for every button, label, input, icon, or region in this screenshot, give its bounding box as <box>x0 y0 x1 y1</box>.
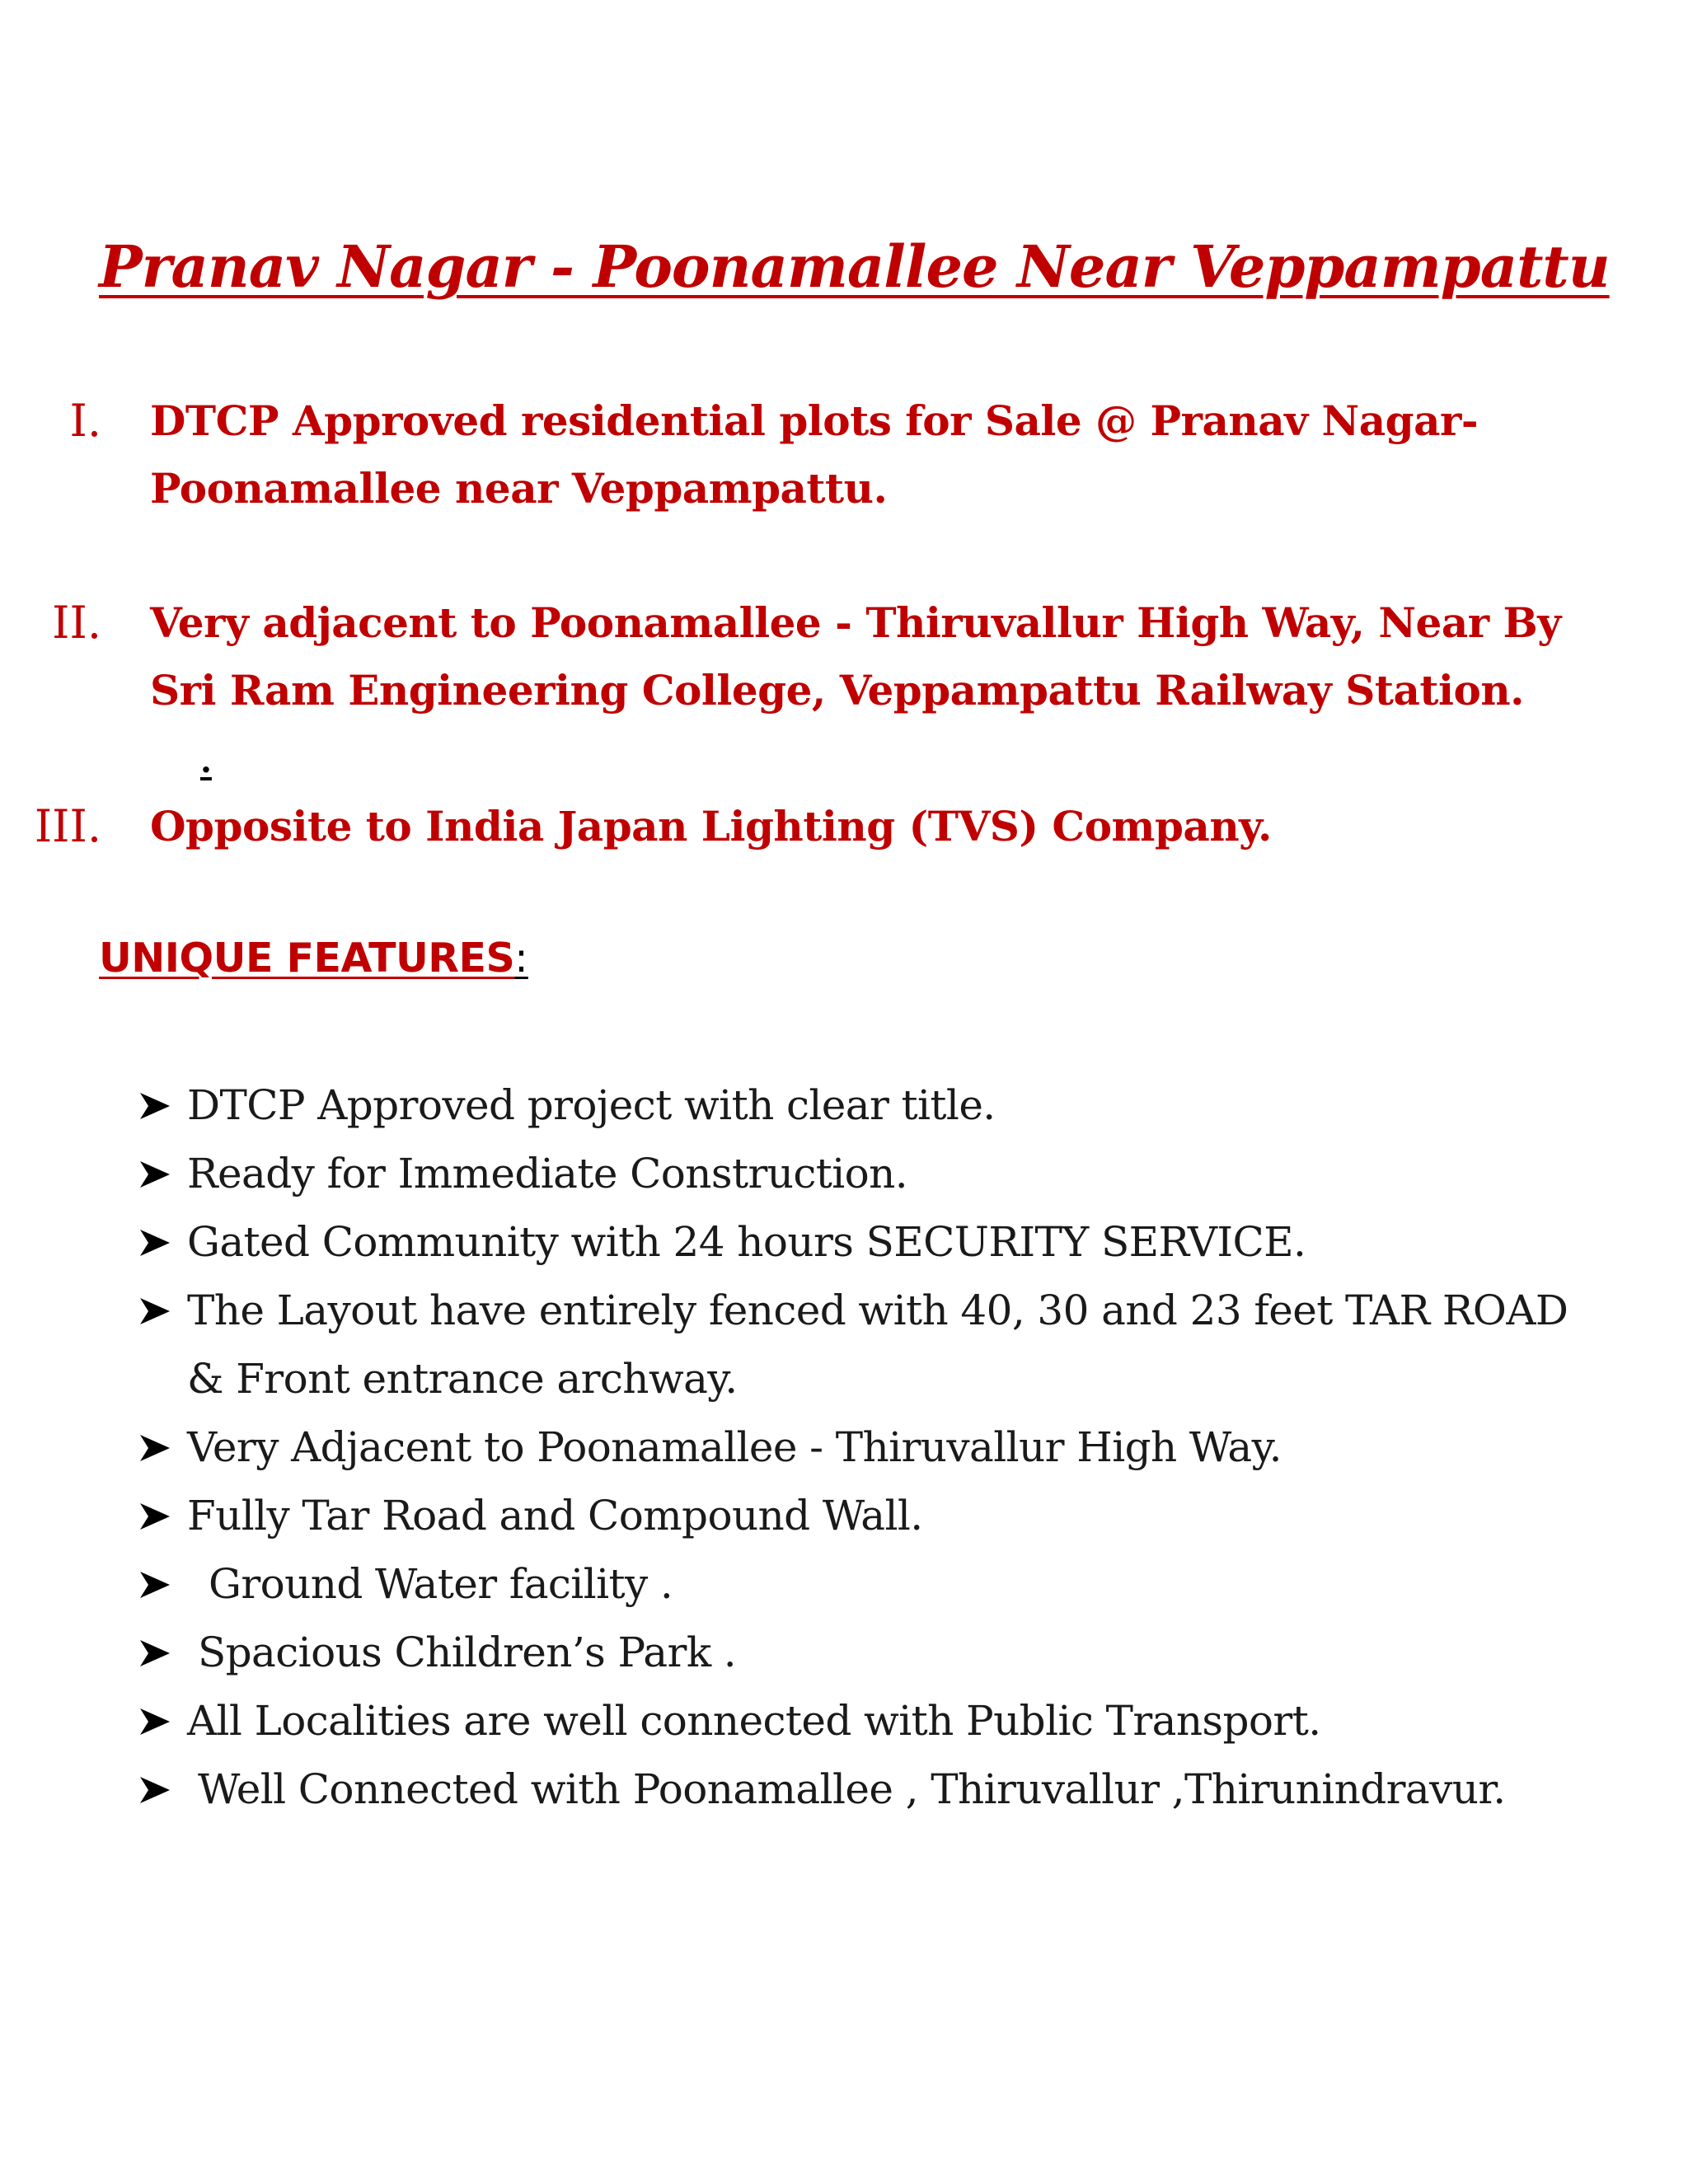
highlight-line: Opposite to India Japan Lighting (TVS) Company. <box>150 802 1272 851</box>
feature-text <box>209 1550 1639 1619</box>
highlight-numeral: III. <box>34 800 101 852</box>
features-heading-label: UNIQUE FEATURES <box>99 935 515 982</box>
feature-item <box>138 1140 1639 1208</box>
arrow-bullet-icon <box>138 1090 171 1122</box>
highlight-line: Poonamallee near Veppampattu. <box>150 464 888 513</box>
feature-line: The Layout have entirely fenced with 40, 30 and 23 feet TAR ROAD <box>187 1286 1568 1334</box>
arrow-bullet-icon <box>138 1705 171 1738</box>
arrow-bullet-icon <box>138 1774 171 1807</box>
feature-text <box>198 1619 1639 1687</box>
feature-item <box>138 1482 1639 1550</box>
highlight-numeral: I. <box>69 395 101 447</box>
arrow-bullet-icon <box>138 1568 171 1601</box>
feature-line: Ground Water facility . <box>209 1560 673 1608</box>
highlight-text <box>150 387 1601 523</box>
highlight-line: Very adjacent to Poonamallee - Thiruvallur High Way, Near By <box>150 598 1561 647</box>
features-heading-colon: : <box>514 935 528 982</box>
feature-item <box>138 1208 1639 1277</box>
feature-item <box>138 1550 1639 1619</box>
feature-text <box>187 1413 1639 1482</box>
feature-line: Spacious Children’s Park . <box>198 1629 737 1676</box>
arrow-bullet-icon <box>138 1637 171 1670</box>
feature-line: & Front entrance archway. <box>187 1355 738 1403</box>
feature-text <box>187 1482 1639 1550</box>
highlight-numeral: II. <box>52 597 101 649</box>
feature-line: Very Adjacent to Poonamallee - Thiruvallur High Way. <box>187 1423 1282 1471</box>
page-title: Pranav Nagar - Poonamallee Near Veppampattu <box>99 232 1610 301</box>
feature-item <box>138 1277 1639 1413</box>
arrow-bullet-icon <box>138 1158 171 1191</box>
feature-line: Gated Community with 24 hours SECURITY SERVICE. <box>187 1218 1306 1266</box>
arrow-bullet-icon <box>138 1295 171 1328</box>
feature-line: Well Connected with Poonamallee , Thiruvallur ,Thirunindravur. <box>198 1765 1506 1813</box>
feature-text <box>187 1687 1639 1755</box>
feature-line: Ready for Immediate Construction. <box>187 1150 908 1197</box>
features-heading <box>99 930 528 987</box>
feature-text <box>187 1140 1639 1208</box>
arrow-bullet-icon <box>138 1432 171 1465</box>
feature-item <box>138 1413 1639 1482</box>
feature-item <box>138 1687 1639 1755</box>
feature-item <box>138 1071 1639 1140</box>
feature-text <box>198 1755 1639 1824</box>
feature-line: All Localities are well connected with Public Transport. <box>187 1697 1321 1745</box>
stray-mark: . <box>200 742 212 780</box>
feature-text <box>187 1071 1639 1140</box>
feature-text <box>187 1208 1639 1277</box>
feature-item <box>138 1755 1639 1824</box>
arrow-bullet-icon <box>138 1500 171 1533</box>
feature-line: Fully Tar Road and Compound Wall. <box>187 1492 923 1540</box>
feature-line: DTCP Approved project with clear title. <box>187 1081 996 1129</box>
features-list <box>138 1071 1639 1824</box>
highlight-line: Sri Ram Engineering College, Veppampattu Railway Station. <box>150 666 1525 715</box>
highlight-line: DTCP Approved residential plots for Sale @ Pranav Nagar- <box>150 396 1479 445</box>
arrow-bullet-icon <box>138 1226 171 1259</box>
feature-item <box>138 1619 1639 1687</box>
highlight-text <box>150 793 1601 860</box>
feature-text <box>187 1277 1639 1413</box>
highlight-text <box>150 589 1601 724</box>
